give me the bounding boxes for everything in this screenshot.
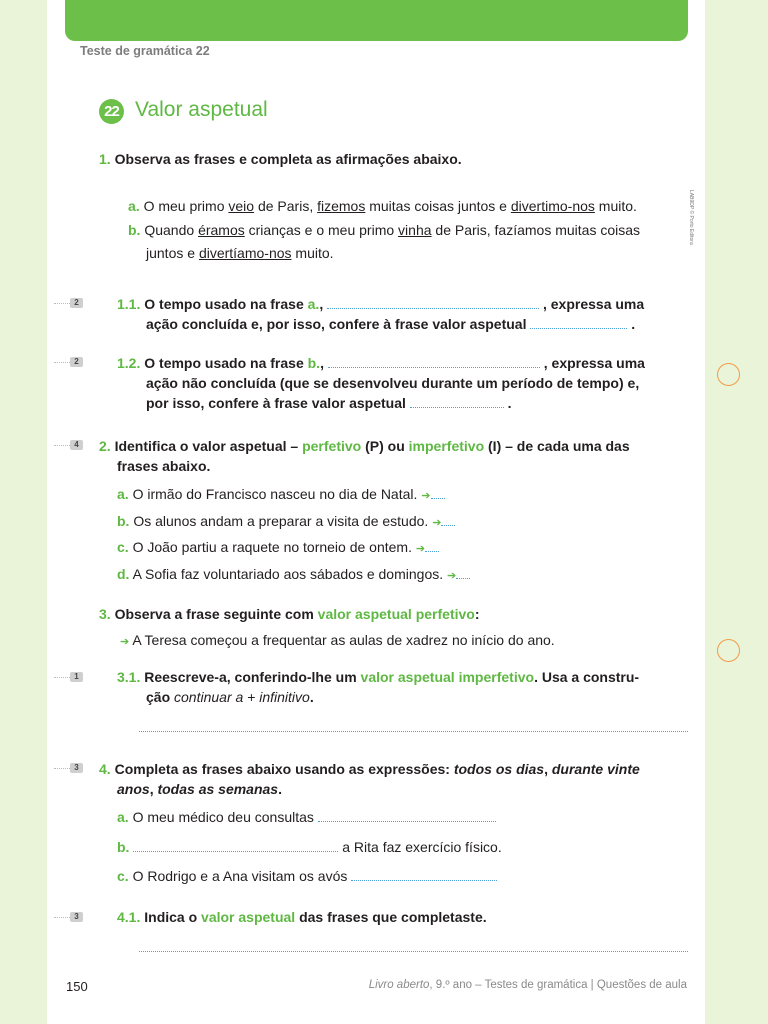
list-item: b. Os alunos andam a preparar a visita de estudo. ➔ (117, 510, 455, 535)
list-item: a. O meu médico deu consultas (117, 806, 496, 829)
sentence-a: a. O meu primo veio de Paris, fizemos muitas coisas juntos e divertimo-nos muito. (128, 198, 637, 214)
arrow-icon: ➔ (120, 636, 130, 648)
question-2-line2: frases abaixo. (117, 458, 211, 474)
binder-hole-bottom (717, 639, 740, 662)
question-4-line2: anos, todas as semanas. (117, 781, 282, 797)
question-1-2: 1.2. O tempo usado na frase b., , expressa uma (117, 355, 645, 371)
list-item: b. a Rita faz exercício físico. (117, 839, 502, 855)
score-box: 1 (70, 672, 83, 682)
sentence-b-line2: juntos e divertíamo-nos muito. (146, 245, 334, 261)
question-3-1-line2: ção continuar a + infinitivo. (146, 689, 314, 705)
page-number: 150 (66, 979, 88, 994)
list-item: d. A Sofia faz voluntariado aos sábados e domingos. ➔ (117, 563, 470, 588)
answer-line[interactable] (139, 950, 688, 952)
sentence-b: b. Quando éramos crianças e o meu primo vinha de Paris, fazíamos muitas coisas (128, 222, 641, 238)
question-3-1: 3.1. Reescreve-a, conferindo-lhe um valor aspetual imperfetivo. Usa a constru- (117, 669, 640, 685)
question-1-1: 1.1. O tempo usado na frase a., , expressa uma (117, 296, 645, 312)
answer-blank[interactable] (351, 866, 497, 881)
arrow-icon: ➔ (415, 543, 426, 555)
section-title: Valor aspetual (135, 98, 268, 121)
question-2: 2. Identifica o valor aspetual – perfetivo (P) ou imperfetivo (I) – de cada uma das (99, 438, 630, 454)
answer-line[interactable] (139, 730, 688, 732)
answer-blank[interactable] (328, 353, 540, 368)
question-1: 1. Observa as frases e completa as afirmações abaixo. (99, 151, 462, 167)
side-copyright: LAB9DP © Porto Editora (688, 190, 694, 245)
test-label: Teste de gramática 22 (80, 44, 210, 58)
list-item: c. O Rodrigo e a Ana visitam os avós (117, 865, 497, 888)
question-1-2-line3: por isso, confere à frase valor aspetual . (146, 395, 512, 411)
binder-hole-top (717, 363, 740, 386)
answer-blank[interactable] (410, 393, 504, 408)
question-4: 4. Completa as frases abaixo usando as expressões: todos os dias, durante vinte (99, 761, 640, 777)
score-box: 3 (70, 763, 83, 773)
section-number-badge: 22 (99, 99, 124, 124)
footer-text: Livro aberto, 9.º ano – Testes de gramática | Questões de aula (368, 979, 687, 991)
score-box: 4 (70, 440, 83, 450)
answer-blank[interactable] (456, 564, 470, 579)
answer-blank[interactable] (327, 294, 539, 309)
header-bar (65, 0, 688, 41)
arrow-icon: ➔ (447, 570, 457, 582)
arrow-icon: ➔ (432, 517, 442, 529)
answer-blank[interactable] (133, 837, 338, 852)
score-box: 2 (70, 298, 83, 308)
question-1-1-line2: ação concluída e, por isso, confere à frase valor aspetual . (146, 316, 636, 332)
list-item: c. O João partiu a raquete no torneio de ontem. ➔ (117, 536, 439, 561)
answer-blank[interactable] (425, 537, 439, 552)
arrow-icon: ➔ (421, 490, 431, 502)
question-4-1: 4.1. Indica o valor aspetual das frases que completaste. (117, 909, 487, 925)
question-3: 3. Observa a frase seguinte com valor aspetual perfetivo: (99, 606, 480, 622)
answer-blank[interactable] (431, 484, 445, 499)
score-box: 2 (70, 357, 83, 367)
answer-blank[interactable] (441, 511, 455, 526)
answer-blank[interactable] (530, 314, 627, 329)
example-sentence: ➔ A Teresa começou a frequentar as aulas de xadrez no início do ano. (120, 632, 555, 648)
score-box: 3 (70, 912, 83, 922)
question-1-2-line2: ação não concluída (que se desenvolveu durante um período de tempo) e, (146, 375, 640, 391)
answer-blank[interactable] (318, 807, 496, 822)
list-item: a. O irmão do Francisco nasceu no dia de Natal. ➔ (117, 483, 445, 508)
